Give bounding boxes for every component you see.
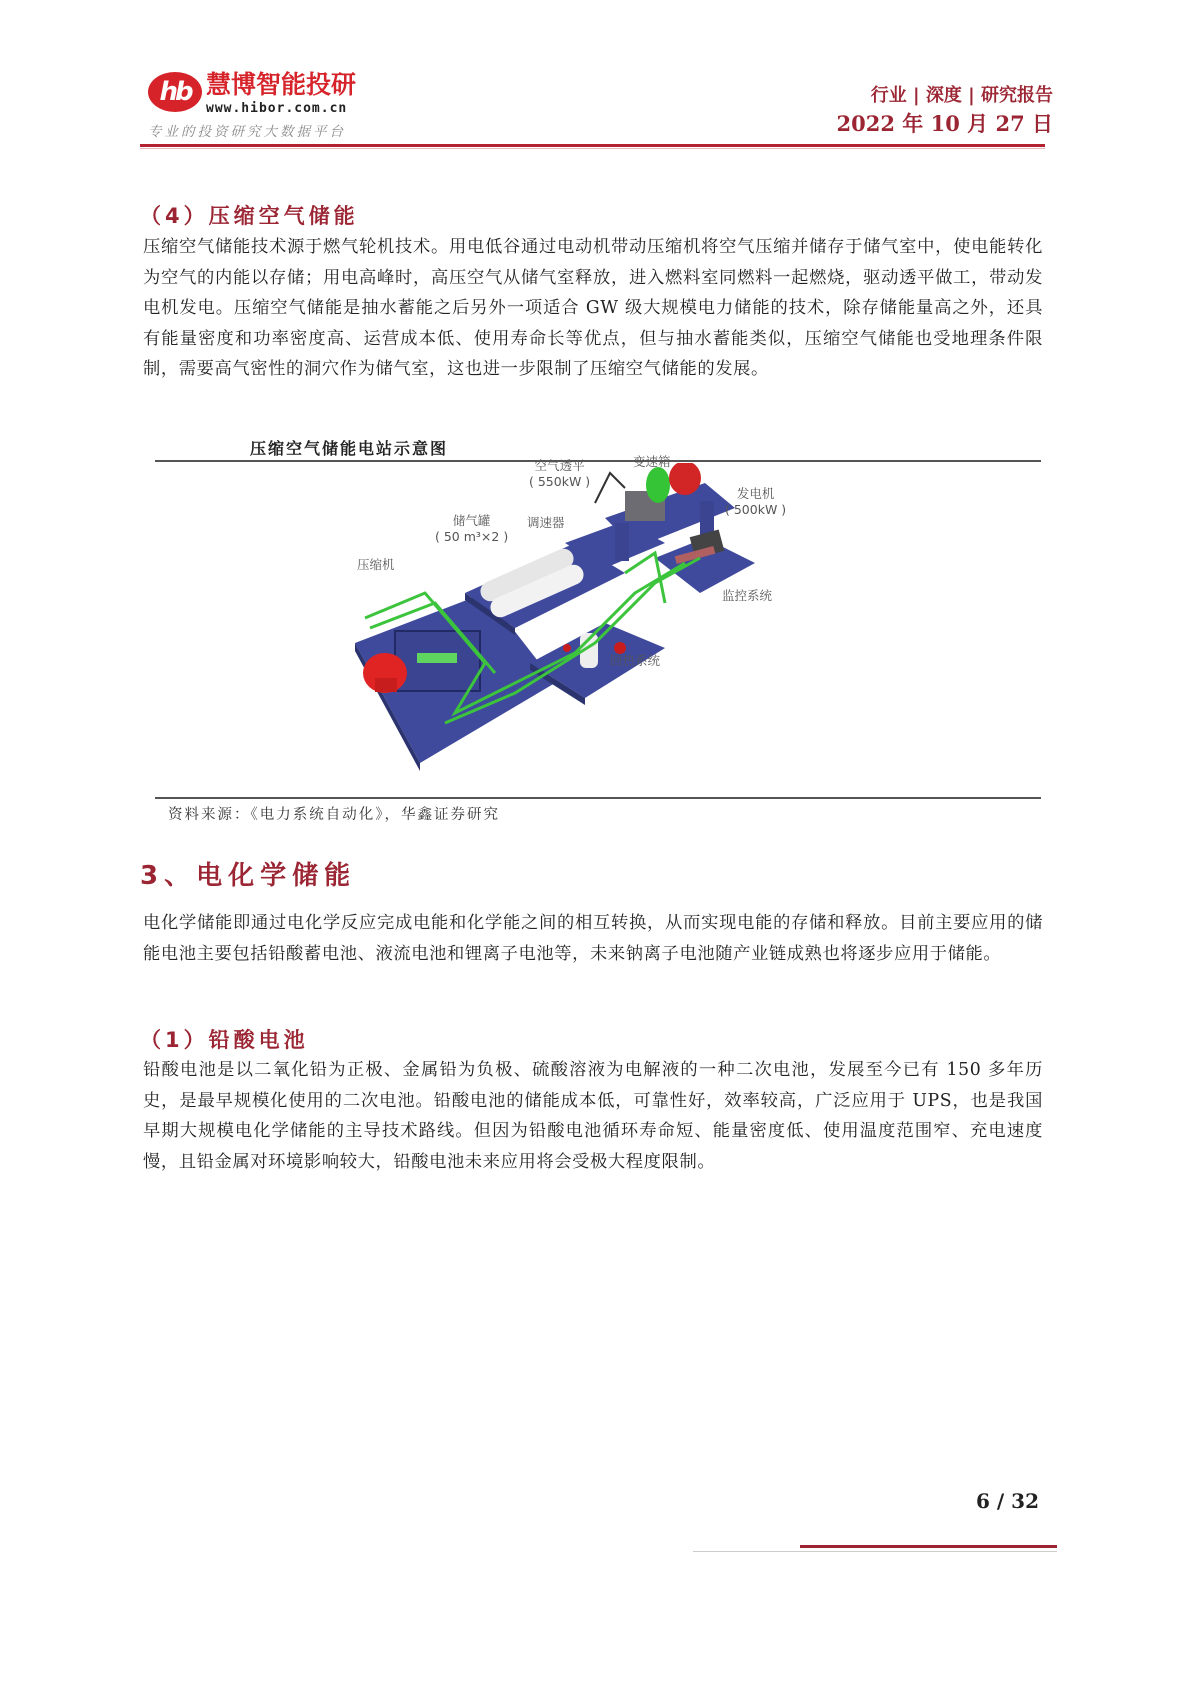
label-gas-tank-spec: ( 50 m³×2 ): [435, 529, 509, 544]
label-governor: 调速器: [527, 515, 565, 530]
figure-title: 压缩空气储能电站示意图: [250, 439, 449, 458]
caes-plant-diagram: [155, 454, 1041, 796]
footer-rule-grey: [693, 1551, 1057, 1552]
label-air-turbine: [529, 458, 590, 490]
label-compressor: 压缩机: [357, 557, 395, 572]
section-heading-caes: （4）压缩空气储能: [140, 204, 359, 228]
paragraph-caes: 压缩空气储能技术源于燃气轮机技术。用电低谷通过电动机带动压缩机将空气压缩并储存于储气室中，使电能转化为空气的内能以存储；用电高峰时，高压空气从储气室释放，进入燃料室同燃料一起燃烧，驱动透平做工，带动发电机发电。压缩空气储能是抽水蓄能之后另外一项适合 GW 级大规模电力储能的技术，除存储能量高之外，还具有能量密度和功率密度高、运营成本低、使用寿命长等优点，但与抽水蓄能类似，压缩空气储能也受地理条件限制，需要高气密性的洞穴作为储气室，这也进一步限制了压缩空气储能的发展。: [143, 237, 1043, 379]
section-heading-lead-acid: （1）铅酸电池: [140, 1028, 309, 1052]
label-monitoring-system: 监控系统: [722, 588, 773, 603]
figure-top-rule: [155, 460, 1041, 462]
section-heading-electrochemical: 3、电化学储能: [140, 861, 357, 891]
logo-name: 慧博智能投研: [206, 70, 357, 99]
page-number: 6 / 32: [976, 1489, 1039, 1513]
label-air-turbine-power: ( 550kW ): [529, 474, 591, 489]
logo-url: www.hibor.com.cn: [206, 101, 348, 116]
logo-slogan: 专业的投资研究大数据平台: [148, 124, 346, 140]
header-divider-shadow: [140, 148, 1045, 149]
report-type-tags: 行业 | 深度 | 研究报告: [870, 85, 1053, 106]
logo-mark-icon: hb: [148, 72, 202, 112]
label-generator-name: 发电机: [736, 486, 775, 501]
paragraph-electrochemical: 电化学储能即通过电化学反应完成电能和化学能之间的相互转换，从而实现电能的存储和释放。目前主要应用的储能电池主要包括铅酸蓄电池、液流电池和锂离子电池等，未来钠离子电池随产业链成熟也将逐步应用于储能。: [143, 913, 1043, 964]
caes-plant-illustration: [155, 463, 1041, 796]
label-gas-tank: [435, 513, 508, 545]
label-air-turbine-name: 空气透平: [534, 458, 585, 473]
label-gearbox: 变速箱: [633, 454, 671, 469]
paragraph-lead-acid: 铅酸电池是以二氧化铅为正极、金属铅为负极、硫酸溶液为电解液的一种二次电池，发展至今已有 150 多年历史，是最早规模化使用的二次电池。铅酸电池的储能成本低，可靠性好，效率较高，广泛应用于 UPS，也是我国早期大规模电化学储能的主导技术路线。但因为铅酸电池循环寿命短、能量密度低、使用温度范围窄、充电速度慢，且铅金属对环境影响较大，铅酸电池未来应用将会受极大程度限制。: [143, 1060, 1043, 1172]
footer-rule-red: [800, 1545, 1057, 1548]
report-meta: [837, 83, 1053, 139]
label-recuperator-system: 回热系统: [610, 653, 661, 668]
label-generator: [725, 486, 786, 518]
header-divider: [140, 144, 1045, 147]
logo: [148, 68, 378, 143]
figure-bottom-rule: [155, 797, 1041, 799]
label-gas-tank-name: 储气罐: [452, 513, 491, 528]
report-date: 2022 年 10 月 27 日: [836, 111, 1053, 136]
label-generator-power: ( 500kW ): [725, 502, 787, 517]
figure-source: 资料来源：《电力系统自动化》，华鑫证券研究: [168, 807, 500, 823]
